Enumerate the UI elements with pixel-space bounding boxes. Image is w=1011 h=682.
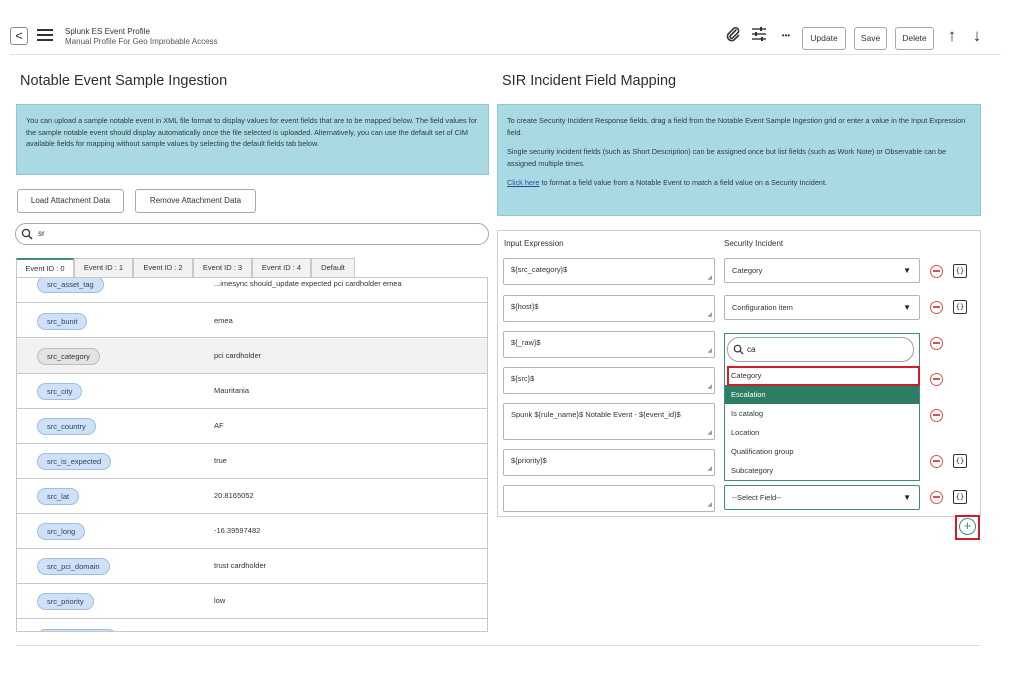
- table-row: [17, 514, 487, 549]
- field-value: pci cardholder: [214, 351, 262, 360]
- update-button[interactable]: Update: [802, 27, 846, 50]
- remove-row-icon[interactable]: [930, 301, 943, 314]
- save-button[interactable]: Save: [854, 27, 887, 50]
- format-field-icon[interactable]: {}: [953, 300, 967, 314]
- form-title: Splunk ES Event Profile: [65, 27, 150, 36]
- dropdown-option-location[interactable]: Location: [731, 428, 760, 437]
- remove-row-icon[interactable]: [930, 337, 943, 350]
- field-pill[interactable]: src_priority: [37, 593, 94, 610]
- field-pill[interactable]: src_bunit: [37, 313, 87, 330]
- paperclip-icon[interactable]: [724, 26, 742, 46]
- ingestion-info-text: You can upload a sample notable event in XML file format to display values for event fields that are to be mapped below. The field values for the sample notable event should display automatically once the file selected is uploaded. Alternatively, you can use the default set of CIM available fields for mapping without sample values by selecting the default fields tab below.: [26, 116, 478, 148]
- table-row: [17, 303, 487, 338]
- remove-row-icon[interactable]: [930, 373, 943, 386]
- field-value: emea: [214, 316, 233, 325]
- input-expression-field[interactable]: ◢: [503, 485, 715, 512]
- tab-event-2[interactable]: Event ID : 2: [133, 258, 193, 278]
- tab-default[interactable]: Default: [311, 258, 355, 278]
- field-value: -16.39597482: [214, 526, 261, 535]
- input-expression-value: ${host}$: [511, 302, 539, 311]
- field-value: ...imesync should_update expected pci cardholder emea: [214, 279, 402, 288]
- input-expression-value: ${src_category}$: [511, 265, 568, 274]
- column-header-security-incident: Security Incident: [724, 239, 784, 248]
- field-pill[interactable]: src_lat: [37, 488, 79, 505]
- input-expression-field[interactable]: ${priority}$ ◢: [503, 449, 715, 476]
- click-here-link[interactable]: Click here: [507, 178, 540, 187]
- field-pill[interactable]: src_city: [37, 383, 82, 400]
- table-row: [17, 374, 487, 409]
- next-record-icon[interactable]: ↓: [972, 26, 982, 45]
- dropdown-option-qualification-group[interactable]: Qualification group: [731, 447, 794, 456]
- form-subtitle: Manual Profile For Geo Improbable Access: [65, 37, 218, 46]
- remove-row-icon[interactable]: [930, 455, 943, 468]
- dropdown-option-category[interactable]: Category: [731, 371, 762, 380]
- selected-field-value: Configuration item: [732, 303, 793, 312]
- back-button[interactable]: <: [10, 27, 28, 45]
- add-mapping-row-button[interactable]: +: [959, 518, 976, 535]
- dropdown-option-escalation[interactable]: Escalation: [725, 385, 919, 404]
- remove-row-icon[interactable]: [930, 491, 943, 504]
- tab-event-1[interactable]: Event ID : 1: [74, 258, 133, 278]
- input-expression-field[interactable]: Spunk ${rule_name}$ Notable Event - ${event_id}$ ◢: [503, 403, 715, 440]
- mapping-info-text-3: [507, 177, 971, 189]
- mapping-info-text-2: Single security incident fields (such as Short Description) can be assigned once but list fields (such as Work Note) or Observable can be assigned multiple times.: [507, 147, 947, 168]
- field-pill[interactable]: src_country: [37, 418, 96, 435]
- search-icon: [733, 344, 744, 355]
- highlight-frame-category: [727, 366, 920, 386]
- table-row: [17, 619, 487, 632]
- dropdown-arrow-icon: ▼: [903, 303, 911, 312]
- field-value: low: [214, 596, 226, 605]
- tab-event-4[interactable]: Event ID : 4: [252, 258, 311, 278]
- search-value: sr: [38, 229, 45, 238]
- left-section-title: Notable Event Sample Ingestion: [20, 73, 228, 89]
- load-attachment-data-button[interactable]: Load Attachment Data: [17, 189, 124, 213]
- input-expression-value: ${priority}$: [511, 456, 547, 465]
- header-divider: [10, 54, 1001, 55]
- table-row: [17, 339, 487, 374]
- dropdown-arrow-icon: ▼: [903, 266, 911, 275]
- ingestion-info-box: [16, 104, 489, 175]
- footer-divider: [16, 645, 981, 646]
- table-row: [17, 479, 487, 514]
- field-search-input[interactable]: [15, 223, 489, 245]
- input-expression-field[interactable]: ${src}$ ◢: [503, 367, 715, 394]
- field-pill[interactable]: src_asset_tag: [37, 277, 104, 293]
- dropdown-arrow-icon: ▼: [903, 493, 911, 502]
- form-header: [0, 0, 1011, 56]
- format-field-icon[interactable]: {}: [953, 454, 967, 468]
- input-expression-value: ${src}$: [511, 374, 535, 383]
- input-expression-field[interactable]: ${src_category}$ ◢: [503, 258, 715, 285]
- tab-event-3[interactable]: Event ID : 3: [193, 258, 252, 278]
- sliders-icon[interactable]: [750, 26, 768, 46]
- table-row: [17, 277, 487, 303]
- field-pill[interactable]: src_is_expected: [37, 453, 111, 470]
- field-value: AF: [214, 421, 224, 430]
- mapping-info-text-3-rest: to format a field value from a Notable Event to match a field value on a Security Incident.: [539, 178, 828, 187]
- security-incident-select[interactable]: [724, 258, 920, 283]
- table-row: [17, 584, 487, 619]
- dropdown-option-subcategory[interactable]: Subcategory: [731, 466, 774, 475]
- search-icon: [21, 228, 33, 240]
- hamburger-menu-icon[interactable]: [37, 29, 53, 42]
- field-value: true: [214, 456, 227, 465]
- previous-record-icon[interactable]: ↑: [947, 26, 957, 45]
- security-incident-select[interactable]: [724, 295, 920, 320]
- input-expression-value: ${_raw}$: [511, 338, 541, 347]
- field-value: trust cardholder: [214, 561, 267, 570]
- highlight-frame-add: [955, 515, 980, 540]
- tab-event-0[interactable]: Event ID : 0: [16, 258, 74, 278]
- input-expression-field[interactable]: ${host}$ ◢: [503, 295, 715, 322]
- field-value: 20.8165052: [214, 491, 254, 500]
- dropdown-search-input[interactable]: [727, 337, 914, 362]
- security-incident-select[interactable]: [724, 485, 920, 510]
- table-row: [17, 444, 487, 479]
- mapping-info-box: [497, 104, 981, 216]
- selected-field-value: --Select Field--: [732, 493, 782, 502]
- more-options-icon[interactable]: •••: [781, 31, 791, 40]
- remove-attachment-data-button[interactable]: Remove Attachment Data: [135, 189, 256, 213]
- input-expression-value: Spunk ${rule_name}$ Notable Event - ${event_id}$: [511, 410, 681, 419]
- input-expression-field[interactable]: ${_raw}$ ◢: [503, 331, 715, 358]
- table-row: [17, 549, 487, 584]
- table-row: [17, 409, 487, 444]
- sample-event-grid[interactable]: [16, 277, 488, 632]
- format-field-icon[interactable]: {}: [953, 490, 967, 504]
- remove-row-icon[interactable]: [930, 409, 943, 422]
- dropdown-search-value: ca: [747, 345, 756, 354]
- right-section-title: SIR Incident Field Mapping: [502, 73, 677, 89]
- format-field-icon[interactable]: {}: [953, 264, 967, 278]
- field-pill[interactable]: src_pci_domain: [37, 558, 110, 575]
- field-pill[interactable]: [37, 629, 117, 632]
- column-header-input-expression: Input Expression: [504, 239, 564, 248]
- mapping-info-text-1: To create Security Incident Response fields, drag a field from the Notable Event Sample Ingestion grid or enter a value in the Input Expression field.: [507, 116, 966, 137]
- dropdown-option-is-catalog[interactable]: Is catalog: [731, 409, 764, 418]
- field-value: Mauritania: [214, 386, 250, 395]
- remove-row-icon[interactable]: [930, 265, 943, 278]
- delete-button[interactable]: Delete: [895, 27, 934, 50]
- selected-field-value: Category: [732, 266, 763, 275]
- field-pill[interactable]: src_category: [37, 348, 100, 365]
- field-pill[interactable]: src_long: [37, 523, 85, 540]
